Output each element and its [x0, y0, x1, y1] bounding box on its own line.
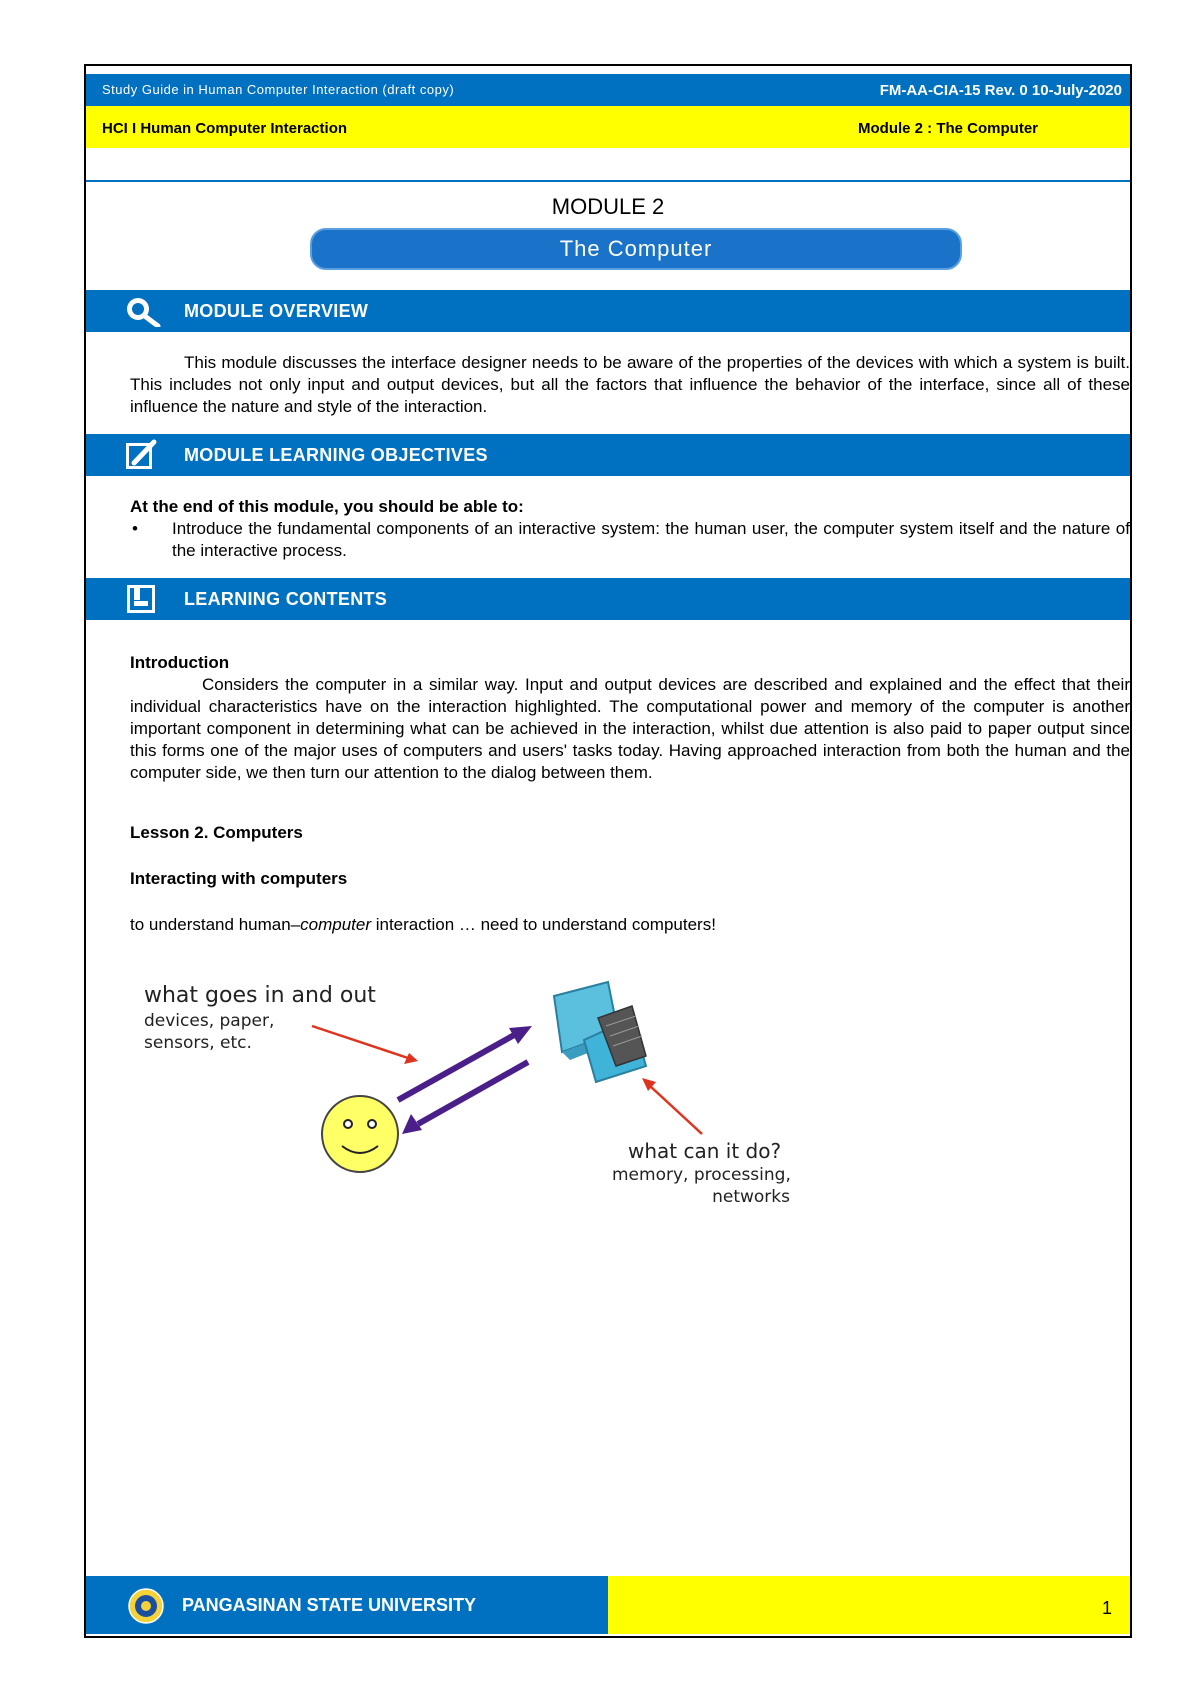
magnifier-icon — [124, 295, 162, 327]
footer-page-area — [608, 1576, 1130, 1634]
edit-note-icon — [124, 439, 162, 471]
contents-section-header — [86, 578, 1130, 620]
overview-section-header — [86, 290, 1130, 332]
label-do-title: what can it do? — [628, 1139, 782, 1163]
objectives-section-header — [86, 434, 1130, 476]
input-arrow — [398, 1026, 532, 1100]
module-name-banner: The Computer — [310, 228, 962, 270]
label-do-line1: memory, processing, — [612, 1165, 791, 1185]
overview-heading: MODULE OVERVIEW — [184, 301, 369, 321]
intro-heading: Introduction — [130, 653, 230, 672]
intro-line-prefix: to understand human– — [130, 915, 301, 934]
bookmark-page-icon — [124, 583, 162, 615]
header-bar-yellow — [86, 106, 1130, 148]
label-in-line2: sensors, etc. — [144, 1033, 252, 1053]
pointer-arrow-do — [642, 1078, 702, 1134]
module-label: Module 2 : The Computer — [858, 120, 1038, 137]
label-do-line2: networks — [712, 1187, 790, 1207]
label-in-line1: devices, paper, — [144, 1011, 275, 1031]
objectives-list — [130, 518, 1130, 562]
page-number: 1 — [1101, 1598, 1112, 1618]
university-seal-icon — [128, 1588, 164, 1624]
label-in-title: what goes in and out — [144, 983, 376, 1008]
objective-text: Introduce the fundamental components of an interactive system: the human user, the computer system itself and the nature of the interactive process. — [172, 519, 1130, 560]
smiley-face-icon — [322, 1096, 398, 1172]
bullet: • — [132, 519, 138, 538]
course-title: HCI I Human Computer Interaction — [102, 120, 348, 137]
intro-line — [130, 914, 1130, 936]
intro-body: Considers the computer in a similar way. Input and output devices are described and explained and the effect that their individual characteristics have on the interaction highlighted. The computational power and memory of the computer is another important component in determining what can be achieved in the interaction, whilst due attention is also paid to paper output since this forms one of the major uses of computers and users' tasks today. Having approached interaction from both the human and the computer side, we then turn our attention to the dialog between them. — [130, 675, 1130, 782]
pointer-arrow-in — [312, 1026, 418, 1064]
intro-line-emphasis: computer — [300, 915, 371, 934]
form-code: FM-AA-CIA-15 Rev. 0 10-July-2020 — [879, 82, 1122, 99]
document-page — [84, 64, 1132, 1638]
subheading: Interacting with computers — [130, 869, 348, 888]
overview-body: This module discusses the interface designer needs to be aware of the properties of the devices with which a system is built. This includes not only input and output devices, but all the factors that influence the behavior of the interface, since all of these influence the nature and style of the interaction. — [130, 353, 1130, 416]
study-guide-title: Study Guide in Human Computer Interaction (draft copy) — [102, 82, 455, 97]
divider — [86, 180, 1130, 182]
output-arrow — [402, 1062, 528, 1134]
interaction-diagram — [126, 974, 826, 1254]
university-name: PANGASINAN STATE UNIVERSITY — [182, 1595, 477, 1615]
header-bar-blue — [86, 74, 1130, 106]
objectives-heading: MODULE LEARNING OBJECTIVES — [184, 445, 488, 465]
footer-university — [86, 1576, 608, 1634]
contents-heading: LEARNING CONTENTS — [184, 589, 388, 609]
lesson-title: Lesson 2. Computers — [130, 823, 303, 842]
computer-icon — [554, 982, 646, 1082]
objectives-lead: At the end of this module, you should be able to: — [130, 497, 524, 516]
module-number: MODULE 2 — [551, 194, 665, 219]
intro-line-suffix: interaction … need to understand computers! — [371, 915, 716, 934]
objective-item — [130, 518, 1130, 562]
